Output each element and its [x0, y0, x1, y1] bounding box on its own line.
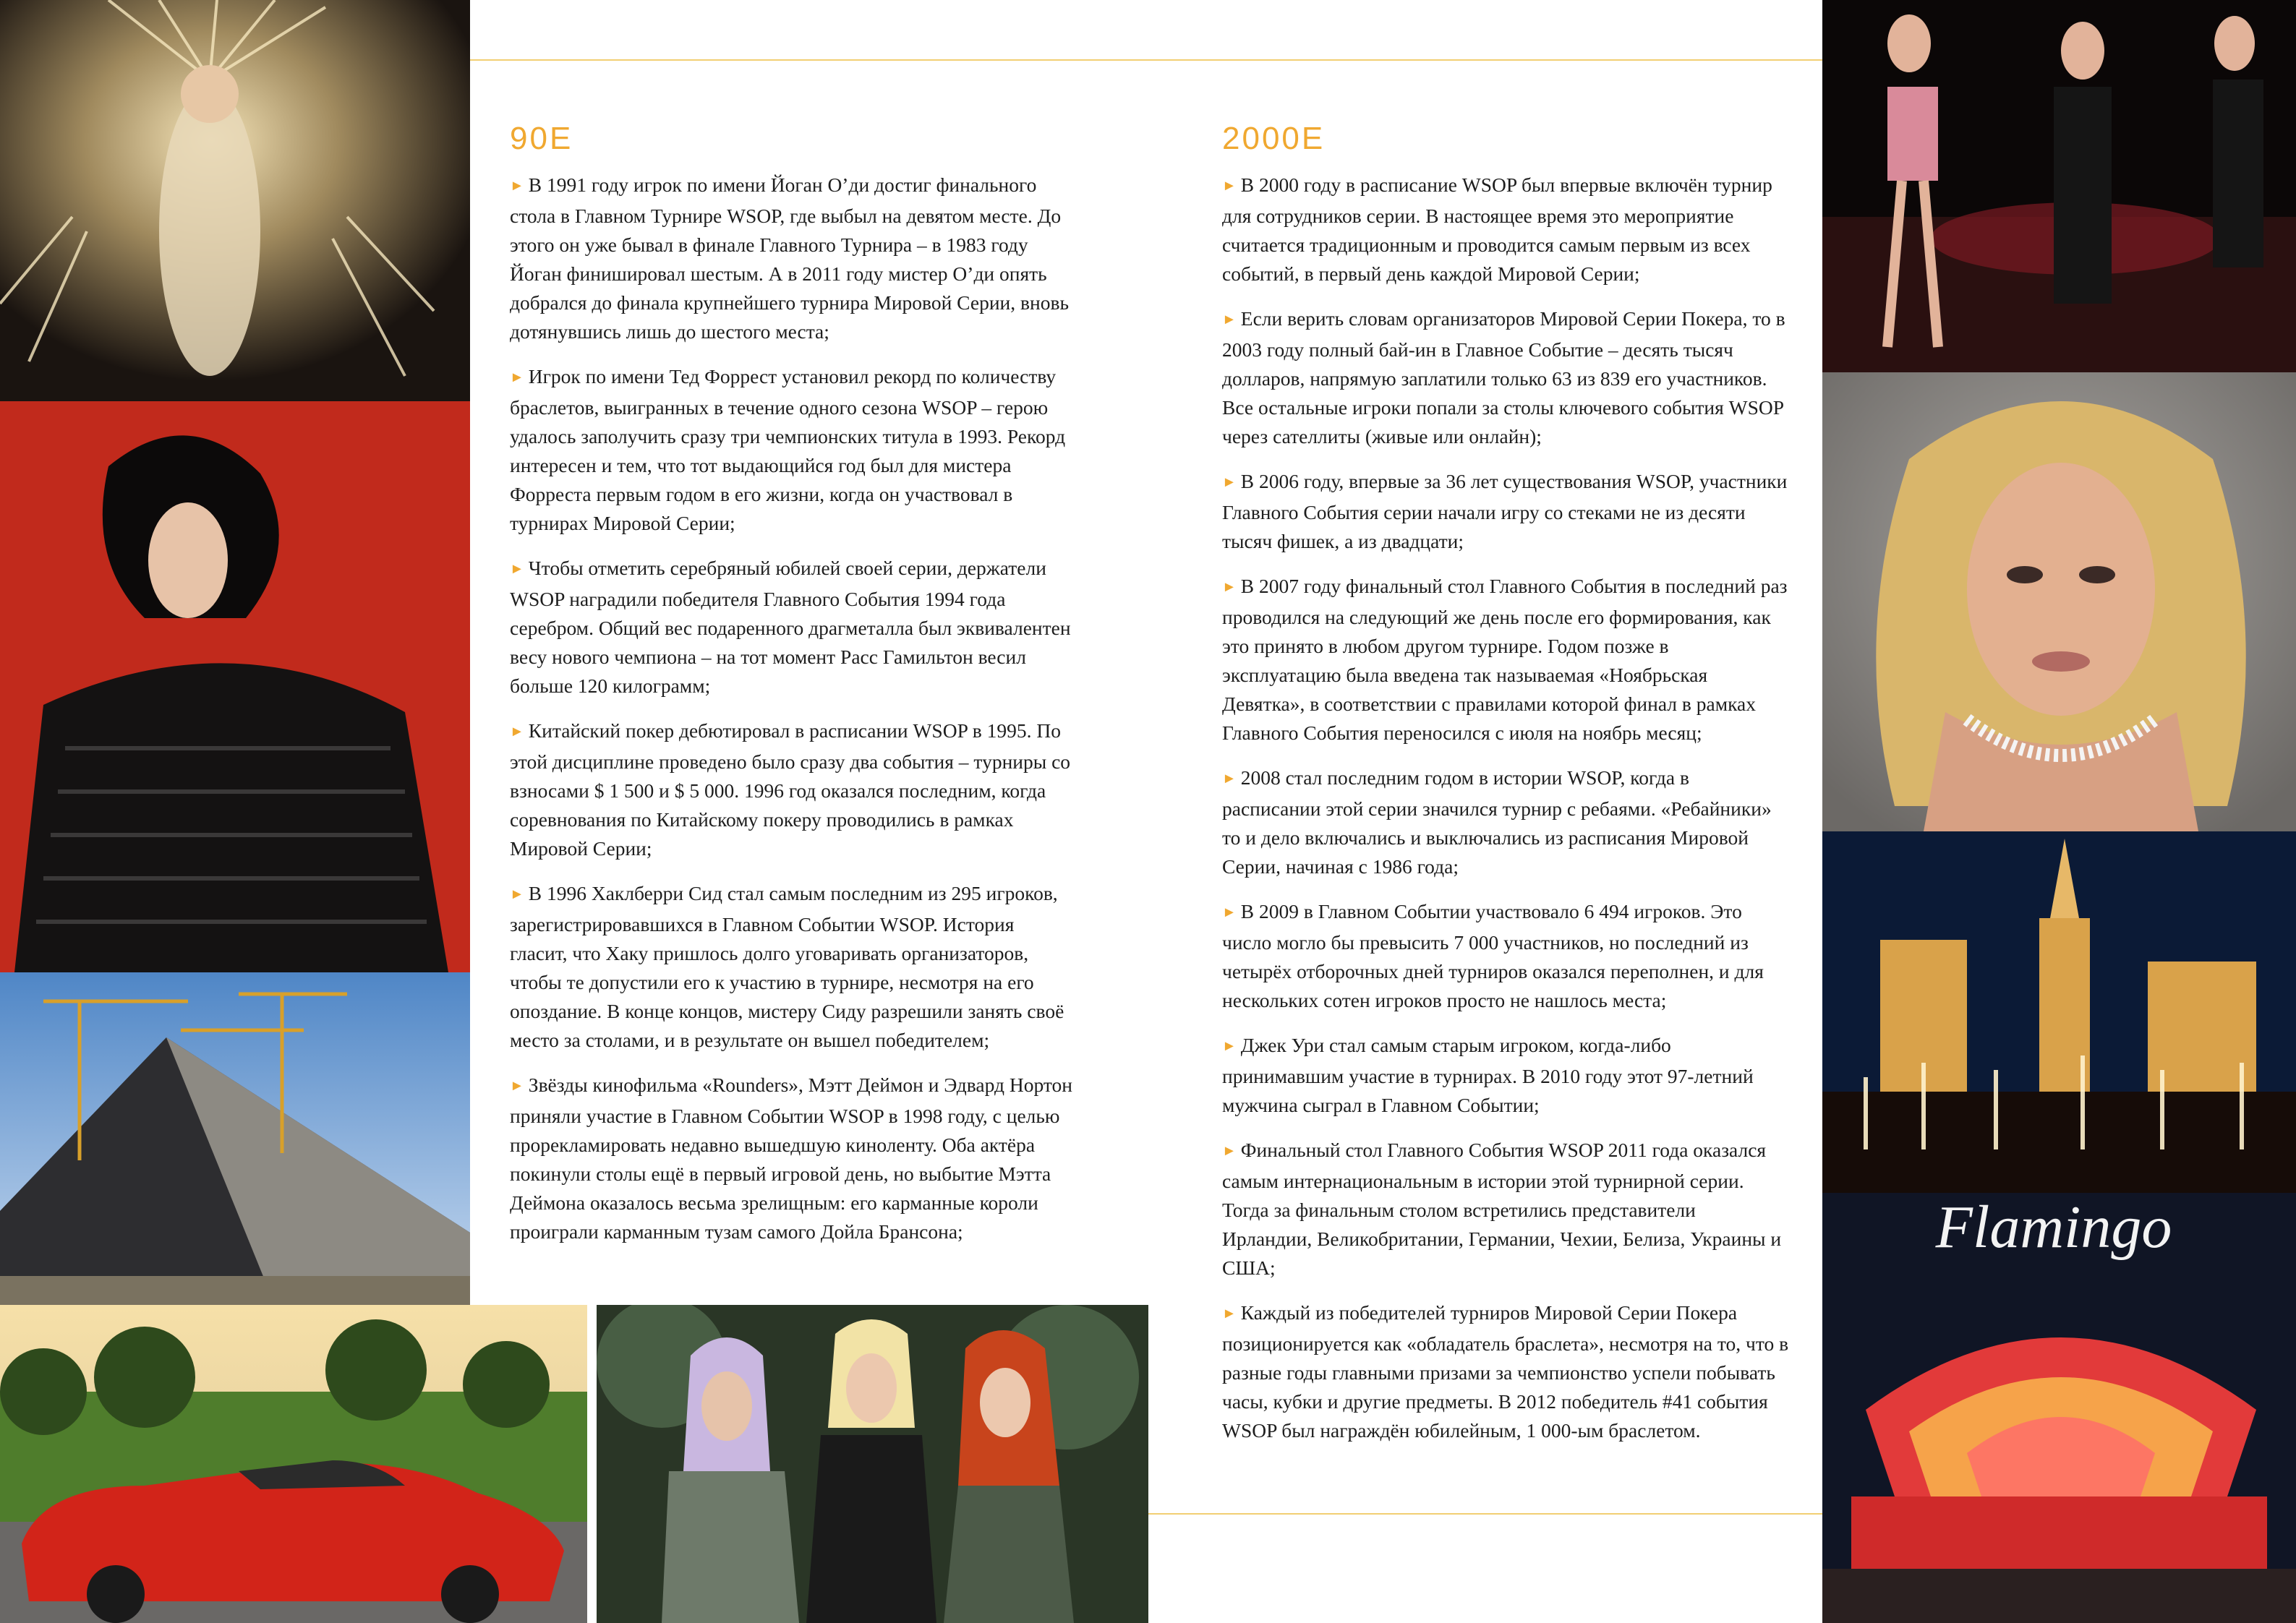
- column-2000s: [1222, 123, 1790, 1461]
- paragraph: [510, 554, 1074, 701]
- bullet-arrow-icon: ►: [510, 724, 524, 740]
- paragraph: [1222, 897, 1790, 1015]
- column-90s: [510, 123, 1074, 1262]
- bullet-arrow-icon: ►: [510, 369, 524, 385]
- bullet-arrow-icon: ►: [1222, 474, 1237, 490]
- paragraph-text: Чтобы отметить серебряный юбилей своей серии, держатели WSOP наградили победителя Главного События 1994 года серебром. Общий вес подаренного драгметалла был эквивалентен весу нового чемпиона – на тот момент Расс Гамильтон весил больше 120 килограмм;: [510, 557, 1071, 697]
- paragraph: [1222, 763, 1790, 881]
- paragraph: [510, 362, 1074, 538]
- flamingo-sign-text: Flamingo: [1935, 1194, 2172, 1261]
- paragraph: [510, 879, 1074, 1055]
- paragraph-text: Если верить словам организаторов Мировой Серии Покера, то в 2003 году полный бай-ин в Главное Событие – десять тысяч долларов, напрямую заплатили только 63 из 839 его участников. Все остальные игроки попали за столы ключевого события WSOP через сателлиты (живые или онлайн);: [1222, 307, 1785, 447]
- bullet-arrow-icon: ►: [1222, 178, 1237, 194]
- bullet-arrow-icon: ►: [510, 561, 524, 577]
- paragraph: [1222, 171, 1790, 288]
- paragraph-text: Джек Ури стал самым старым игроком, когда-либо принимавшим участие в турнирах. В 2010 году этот 97-летний мужчина сыграл в Главном Событии;: [1222, 1034, 1754, 1116]
- paragraph-text: В 1991 году игрок по имени Йоган О’ди достиг финального стола в Главном Турнире WSOP, где выбыл на девятом месте. До этого он уже бывал в финале Главного Турнира – в 1983 году Йоган финишировал шестым. А в 2011 году мистер О’ди опять добрался до финала крупнейшего турнира Мировой Серии, вновь дотянувшись лишь до шестого места;: [510, 174, 1069, 343]
- bullet-arrow-icon: ►: [510, 178, 524, 194]
- bullet-arrow-icon: ►: [510, 886, 524, 902]
- photo-vegas-night-fountains: [1822, 831, 2296, 1193]
- paragraph-text: Звёзды кинофильма «Rounders», Мэтт Деймон и Эдвард Нортон приняли участие в Главном Событии WSOP в 1998 году, с целью прорекламировать недавно вышедшую киноленту. Оба актёра покинули столы ещё в первый игровой день, но выбытие Мэтта Деймона оказалось весьма зрелищным: его карманные короли проиграли карманным тузам самого Дойла Брансона;: [510, 1074, 1072, 1243]
- paragraph-text: В 2007 году финальный стол Главного События в последний раз проводился на следующий же день после его формирования, как это принято в любом другом турнире. Годом позже в эксплуатацию была введена так называемая «Ноябрьская Девятка», в соответствии с правилами которой финал в рамках Главного События переносился с июля на ноябрь месяц;: [1222, 575, 1788, 744]
- paragraph: [510, 171, 1074, 346]
- paragraph-list: [1222, 171, 1790, 1445]
- paragraph: [1222, 1136, 1790, 1282]
- bullet-arrow-icon: ►: [1222, 312, 1237, 327]
- paragraph-text: Финальный стол Главного События WSOP 2011 года оказался самым интернациональным в истории этой турнирной серии. Тогда за финальным столом встретились представители Ирландии, Великобритании, Германии, Чехии, Белиза, Украины и США;: [1222, 1139, 1782, 1279]
- photo-flamingo-sign: [1822, 1193, 2296, 1623]
- paragraph: [1222, 572, 1790, 748]
- paragraph: [1222, 1298, 1790, 1445]
- photo-three-women: [597, 1305, 1148, 1623]
- section-heading-2000s: 2000Е: [1222, 121, 1326, 156]
- photo-blonde-woman: [1822, 372, 2296, 831]
- photo-singer-black-jacket: [0, 401, 470, 972]
- paragraph-text: Китайский покер дебютировал в расписании WSOP в 1995. По этой дисциплине проведено было сразу два события – турниры со взносами $ 1 500 и $ 5 000. 1996 год оказался последним, когда соревнования по Китайскому покеру проводились в рамках Мировой Серии;: [510, 719, 1071, 860]
- top-rule: [470, 59, 1822, 61]
- paragraph: [1222, 304, 1790, 451]
- bullet-arrow-icon: ►: [1222, 1038, 1237, 1054]
- paragraph-text: В 2006 году, впервые за 36 лет существования WSOP, участники Главного События серии начали игру со стеками не из десяти тысяч фишек, а из двадцати;: [1222, 470, 1788, 552]
- paragraph: [1222, 467, 1790, 556]
- photo-red-sports-car: [0, 1305, 587, 1623]
- bottom-rule: [1148, 1513, 1822, 1515]
- paragraph-text: В 2009 в Главном Событии участвовало 6 494 игроков. Это число могло бы превысить 7 000 участников, но последний из четырёх отборочных дней турниров оказался переполнен, и для нескольких сотен игроков просто не нашлось места;: [1222, 900, 1764, 1011]
- photo-dancers-stage: [1822, 0, 2296, 372]
- bullet-arrow-icon: ►: [510, 1078, 524, 1094]
- paragraph: [1222, 1031, 1790, 1120]
- photo-pyramid-construction: [0, 972, 470, 1305]
- photo-stage-performer: [0, 0, 470, 401]
- paragraph-text: Каждый из победителей турниров Мировой Серии Покера позиционируется как «обладатель браслета», несмотря на то, что в разные годы главными призами за чемпионство успели побывать часы, кубки и другие предметы. В 2012 победитель #41 события WSOP был награждён юбилейным, 1 000-ым браслетом.: [1222, 1301, 1789, 1442]
- paragraph-text: 2008 стал последним годом в истории WSOP, когда в расписании этой серии значился турнир с ребаями. «Ребайники» то и дело включались и выключались из расписания Мировой Серии, начиная с 1986 года;: [1222, 766, 1772, 878]
- bullet-arrow-icon: ►: [1222, 1143, 1237, 1159]
- section-heading-90s: 90Е: [510, 121, 573, 156]
- paragraph: [510, 1071, 1074, 1246]
- bullet-arrow-icon: ►: [1222, 579, 1237, 595]
- bullet-arrow-icon: ►: [1222, 1306, 1237, 1322]
- paragraph-list: [510, 171, 1074, 1246]
- paragraph-text: В 2000 году в расписание WSOP был впервые включён турнир для сотрудников серии. В настоящее время это мероприятие считается традиционным и проводится самым первым из всех событий, в первый день каждой Мировой Серии;: [1222, 174, 1772, 285]
- bullet-arrow-icon: ►: [1222, 904, 1237, 920]
- paragraph: [510, 716, 1074, 863]
- paragraph-text: Игрок по имени Тед Форрест установил рекорд по количеству браслетов, выигранных в течение одного сезона WSOP – герою удалось заполучить сразу три чемпионских титула в 1993. Рекорд интересен и тем, что тот выдающийся год был для мистера Форреста первым годом в его жизни, когда он участвовал в турнирах Мировой Серии;: [510, 365, 1066, 534]
- bullet-arrow-icon: ►: [1222, 771, 1237, 787]
- paragraph-text: В 1996 Хаклберри Сид стал самым последним из 295 игроков, зарегистрировавшихся в Главном Событии WSOP. История гласит, что Хаку пришлось долго уговаривать организаторов, чтобы те допустили его к участию в турнире, несмотря на его опоздание. В конце концов, мистеру Сиду разрешили занять своё место за столами, и в результате он вышел победителем;: [510, 882, 1064, 1051]
